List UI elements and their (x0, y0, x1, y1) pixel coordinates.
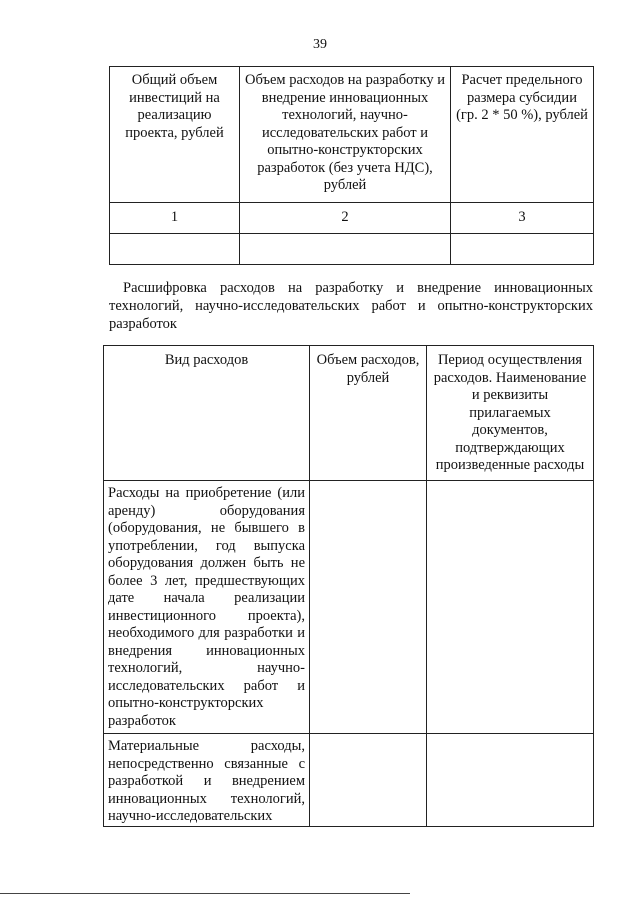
table-header-row (104, 346, 594, 481)
header-rnd-expenses: Объем расходов на разработку и внедрение инновационных технологий, научно-исследовательских работ и опытно-конструкторских разработок (без учета НДС), рублей (240, 67, 451, 203)
expense-amount-cell[interactable] (310, 734, 427, 827)
period-documents-cell[interactable] (427, 481, 594, 734)
header-total-investment: Общий объем инвестиций на реализацию проекта, рублей (110, 67, 240, 203)
table-row (104, 734, 594, 827)
header-subsidy-calculation: Расчет предельного размера субсидии (гр. 2 * 50 %), рублей (451, 67, 594, 203)
investment-table (109, 66, 594, 265)
expense-breakdown-table (103, 345, 594, 827)
header-expense-type: Вид расходов (104, 346, 310, 481)
table-cell[interactable] (110, 234, 240, 265)
page-bottom-rule (0, 893, 410, 894)
column-number: 2 (240, 203, 451, 234)
table-row (104, 481, 594, 734)
header-period-and-documents: Период осуществления расходов. Наименование и реквизиты прилагаемых документов, подтверждающих произведенные расходы (427, 346, 594, 481)
section-heading: Расшифровка расходов на разработку и внедрение инновационных технологий, научно-исследовательских работ и опытно-конструкторских разработок (109, 280, 593, 332)
period-documents-cell[interactable] (427, 734, 594, 827)
expense-amount-cell[interactable] (310, 481, 427, 734)
column-number: 3 (451, 203, 594, 234)
expense-type-cell: Расходы на приобретение (или аренду) оборудования (оборудования, не бывшего в употреблении, год выпуска оборудования должен быть не более 3 лет, предшествующих дате начала реализации инвестиционного проекта), необходимого для разработки и внедрения инновационных технологий, научно-исследовательских работ и опытно-конструкторских разработок (104, 481, 310, 734)
table-header-row (110, 67, 594, 203)
table-cell[interactable] (240, 234, 451, 265)
header-expense-amount: Объем расходов, рублей (310, 346, 427, 481)
page-number: 39 (313, 37, 327, 52)
table-row (110, 234, 594, 265)
column-number-row (110, 203, 594, 234)
expense-type-cell: Материальные расходы, непосредственно связанные с разработкой и внедрением инновационных технологий, научно-исследовательских (104, 734, 310, 827)
table-cell[interactable] (451, 234, 594, 265)
column-number: 1 (110, 203, 240, 234)
